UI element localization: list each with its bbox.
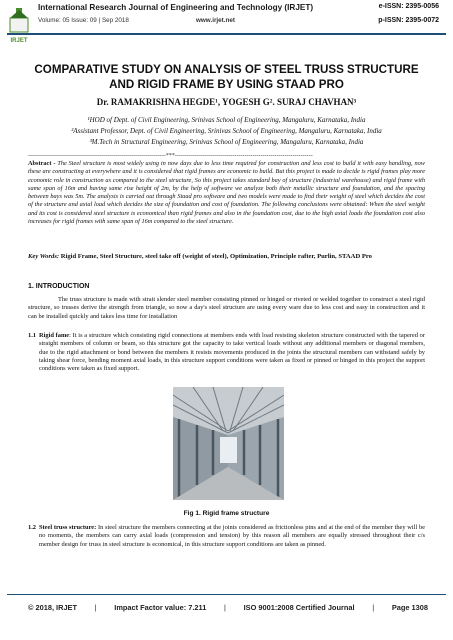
affiliation-3: ³M.Tech in Structural Engineering, Srinivas School of Engineering, Mangaluru, Karnataka, India <box>89 138 364 146</box>
figure-caption: Fig 1. Rigid frame structure <box>183 510 270 517</box>
footer-separator: | <box>372 603 375 612</box>
abstract-text: The Steel structure is most widely using in now days due to less time required for construction and less cost to build it with easy handling, now these are constructing at everywhere and it is considered that rigid frames are economic to build. But this project is made to decide is rigid frames play more economic role in construction as compared to the steel structure, So this project takes standard bay of structure (industrial warehouse) and rigid frame with same span of 16m and having same rise height of 2m, by the help of software we analyze both their metallic structure and foundation, and the spacing between bays was 5m. The analysis is carried out through Staad pro software and two models were made to find their weight of steel which decides the cost of the structure and axial load which decides the size of foundation and cost of foundation. The following conclusions were obtained: When the steel weight and its cost is considered steel structure is economical than rigid frames and also in the foundation cost, due to the high axial loads the foundation cost also increases for rigid frames with same span of 16m compared to the steel structure. <box>28 160 425 226</box>
pissn: p-ISSN: 2395-0072 <box>378 17 439 24</box>
irjet-logo-icon <box>7 6 31 46</box>
keywords-text: Rigid Frame, Steel Structure, steel take off (weight of steel), Optimization, Principle rafter, Purlin, STAAD Pro <box>60 253 372 260</box>
subsection-number: 1.2 <box>28 524 36 531</box>
header-divider <box>7 33 446 35</box>
volume-info: Volume: 05 Issue: 09 | Sep 2018 <box>38 17 129 24</box>
subsection-number: 1.1 <box>28 332 36 339</box>
abstract-label: Abstract - <box>28 160 58 167</box>
eissn: e-ISSN: 2395-0056 <box>378 3 439 10</box>
intro-paragraph: The truss structure is made with strait slender steel member consisting pinned or hinged or riveted or welded together to construct a steel rigid structure, so trusses derive the strength from triangle, so now a day's steel structure are using every ware due to less cost and easy in construction and it can be installed quickly and takes less time for installation <box>28 296 425 320</box>
section-divider: ---------------------------------------------------------------------***--------------------------------------------------------------------- <box>28 153 313 159</box>
subsection-text: In steel structure the members connecting at the joints considered as frictionless pins and at the end of the member they will be no moments, the members can carry axial loads (compression and tension) by this reason all members are equally stressed throughout their c/s member design for truss in steel structure is economical, in this structure support conditions are taken as pinned. <box>39 524 425 548</box>
journal-title: International Research Journal of Engineering and Technology (IRJET) <box>38 3 314 12</box>
subsection-label: Steel truss structure: <box>39 524 97 531</box>
keywords-label: Key Words: <box>28 253 60 260</box>
section-heading-introduction: 1. INTRODUCTION <box>28 283 90 290</box>
subsection-1-2 <box>28 524 425 549</box>
journal-website[interactable]: www.irjet.net <box>196 17 235 24</box>
footer-page-number: Page 1308 <box>391 603 428 612</box>
subsection-label: Rigid fame <box>39 332 70 339</box>
subsection-text: : It is a structure which consisting rigid connections at members ends with load resisting skeleton structure constructed with the tapered or straight members of column or beam, so this structure got the capacity to take vertical loads without any additional members or diagonal members, due to the rigid attachment or bond between the members it resists movements produced in the joints the structural members can withstand safely by taking shear force, bending moment axial loads, in this structure support conditions were taken as fixed or pinned or hinged in this project the support conditions were taken as fixed support. <box>39 332 425 373</box>
subsection-1-1 <box>28 332 425 373</box>
footer-impact-factor: Impact Factor value: 7.211 <box>114 603 207 612</box>
rigid-frame-photo <box>173 387 284 500</box>
footer-separator: | <box>224 603 226 612</box>
footer-copyright: © 2018, IRJET <box>28 603 77 612</box>
abstract <box>28 160 425 226</box>
footer-separator: | <box>94 603 97 612</box>
paper-authors: Dr. RAMAKRISHNA HEGDE¹, YOGESH G². SURAJ CHAVHAN³ <box>96 97 357 107</box>
footer-iso: ISO 9001:2008 Certified Journal <box>243 603 355 612</box>
journal-header <box>0 0 453 50</box>
affiliation-1: ¹HOD of Dept. of Civil Engineering, Srinivas School of Engineering, Mangaluru, Karnataka, India <box>87 116 366 124</box>
keywords <box>28 253 425 262</box>
page-footer <box>28 603 428 612</box>
footer-divider <box>7 594 446 595</box>
affiliation-2: ²Assistant Professor, Dept. of Civil Engineering, Srinivas School of Engineering, Mangaluru, Karnataka, India <box>71 127 382 135</box>
svg-text:IRJET: IRJET <box>10 38 28 44</box>
paper-title: COMPARATIVE STUDY ON ANALYSIS OF STEEL TRUSS STRUCTURE AND RIGID FRAME BY USING STAAD PRO <box>34 63 419 91</box>
